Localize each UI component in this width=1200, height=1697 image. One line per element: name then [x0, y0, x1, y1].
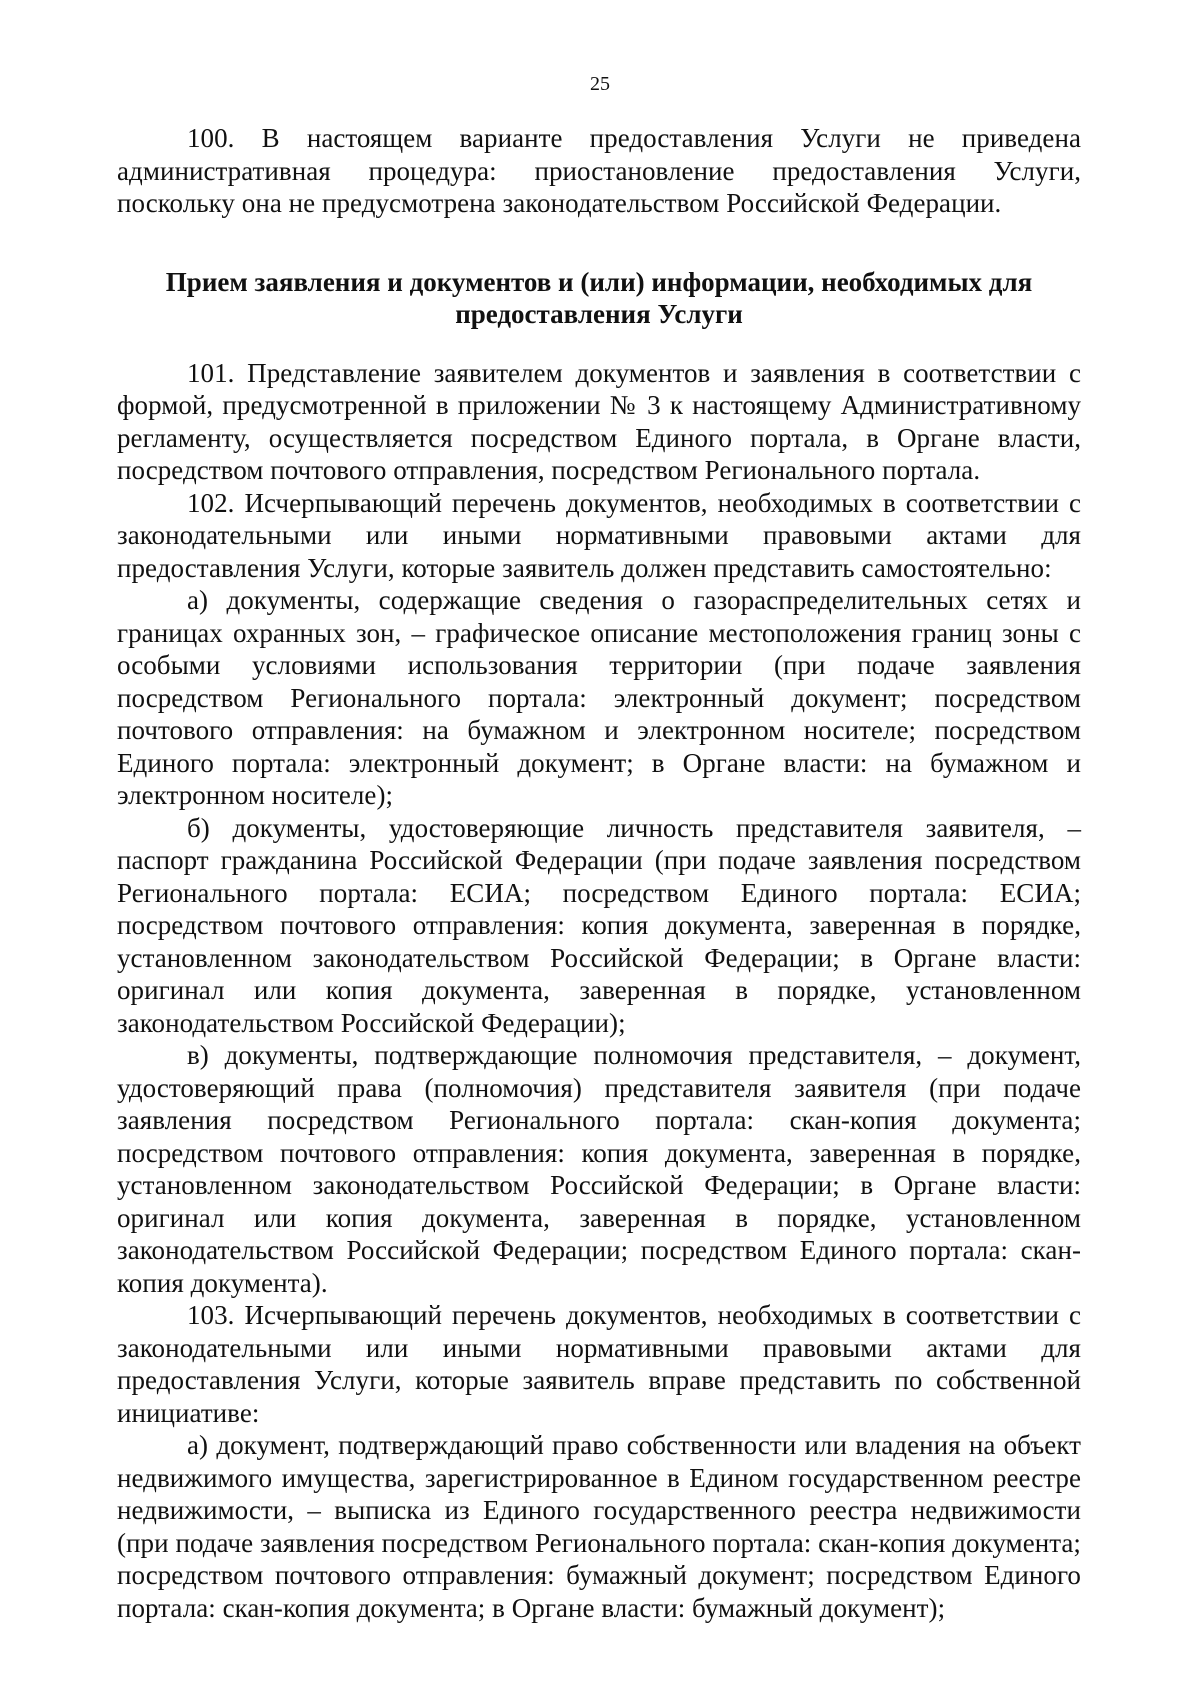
section-heading: Прием заявления и документов и (или) информации, необходимых для предоставления Услуги: [165, 266, 1033, 329]
paragraph-103: 103. Исчерпывающий перечень документов, необходимых в соответствии с законодательными или иными нормативными правовыми актами для предоставления Услуги, которые заявитель вправе представить по собственной инициативе:: [117, 1300, 1081, 1428]
page-number: 25: [590, 73, 610, 95]
paragraph-102-v: в) документы, подтверждающие полномочия представителя, – документ, удостоверяющий права (полномочия) представителя заявителя (при подаче заявления посредством Регионального портала: скан-копия документа; посредством почтового отправления: копия документа, заверенная в порядке, установленном законодательством Российской Федерации; в Органе власти: оригинал или копия документа, заверенная в порядке, установленном законодательством Российской Федерации; посредством Единого портала: скан-копия документа).: [117, 1040, 1081, 1298]
paragraph-102-a: а) документы, содержащие сведения о газораспределительных сетях и границах охранных зон, – графическое описание местоположения границ зоны с особыми условиями использования территории (при подаче заявления посредством Регионального портала: электронный документ; посредством почтового отправления: на бумажном и электронном носителе; посредством Единого портала: электронный документ; в Органе власти: на бумажном и электронном носителе);: [117, 585, 1081, 810]
document-body: [117, 122, 1081, 1624]
paragraph-100: 100. В настоящем варианте предоставления Услуги не приведена административная процедура: приостановление предоставления Услуги, поскольку она не предусмотрена законодательством Российской Федерации.: [117, 123, 1081, 218]
paragraph-103-a: а) документ, подтверждающий право собственности или владения на объект недвижимого имущества, зарегистрированное в Едином государственном реестре недвижимости, – выписка из Единого государственного реестра недвижимости (при подаче заявления посредством Регионального портала: скан-копия документа; посредством почтового отправления: бумажный документ; посредством Единого портала: скан-копия документа; в Органе власти: бумажный документ);: [117, 1430, 1081, 1623]
paragraph-101: 101. Представление заявителем документов и заявления в соответствии с формой, предусмотренной в приложении № 3 к настоящему Административному регламенту, осуществляется посредством Единого портала, в Органе власти, посредством почтового отправления, посредством Регионального портала.: [117, 357, 1081, 485]
paragraph-102-b: б) документы, удостоверяющие личность представителя заявителя, – паспорт гражданина Российской Федерации (при подаче заявления посредством Регионального портала: ЕСИА; посредством Единого портала: ЕСИА; посредством почтового отправления: копия документа, заверенная в порядке, установленном законодательством Российской Федерации; в Органе власти: оригинал или копия документа, заверенная в порядке, установленном законодательством Российской Федерации);: [117, 812, 1081, 1038]
paragraph-102: 102. Исчерпывающий перечень документов, необходимых в соответствии с законодательными или иными нормативными правовыми актами для предоставления Услуги, которые заявитель должен представить самостоятельно:: [117, 487, 1081, 583]
